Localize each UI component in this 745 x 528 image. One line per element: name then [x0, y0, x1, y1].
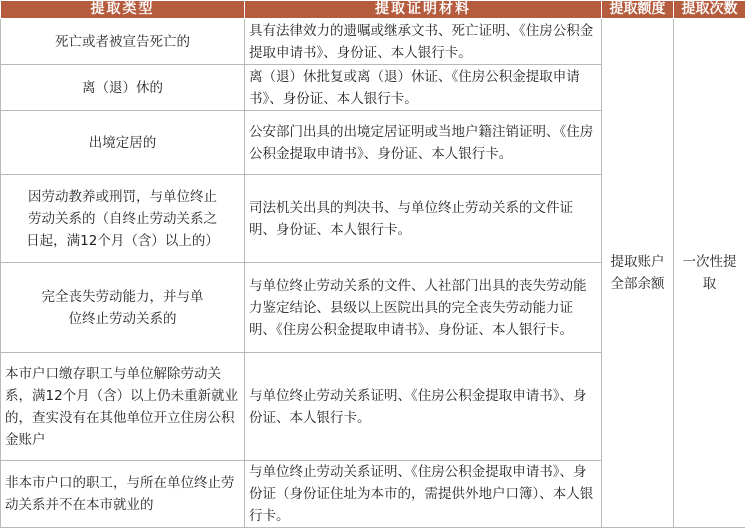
header-amount: 提取额度 [602, 1, 674, 19]
row-type: 离（退）休的 [1, 65, 245, 111]
row-type: 出境定居的 [1, 111, 245, 175]
row-type: 非本市户口的职工，与所在单位终止劳动关系并不在本市就业的 [1, 461, 245, 528]
times-cell: 一次性提取 [674, 19, 745, 528]
header-type: 提取类型 [1, 1, 245, 19]
row-type: 完全丧失劳动能力，并与单位终止劳动关系的 [1, 263, 245, 353]
row-docs: 司法机关出具的判决书、与单位终止劳动关系的文件证明、身份证、本人银行卡。 [245, 175, 602, 263]
table-row [1, 19, 745, 65]
row-docs: 离（退）休批复或离（退）休证、《住房公积金提取申请书》、身份证、本人银行卡。 [245, 65, 602, 111]
row-docs: 具有法律效力的遗嘱或继承文书、死亡证明、《住房公积金提取申请书》、身份证、本人银行卡。 [245, 19, 602, 65]
row-type: 本市户口缴存职工与单位解除劳动关系，满12个月（含）以上仍未重新就业的，查实没有在其他单位开立住房公积金账户 [1, 353, 245, 461]
row-docs: 公安部门出具的出境定居证明或当地户籍注销证明、《住房公积金提取申请书》、身份证、本人银行卡。 [245, 111, 602, 175]
header-row [1, 1, 745, 19]
row-type: 因劳动教养或刑罚，与单位终止劳动关系的（自终止劳动关系之日起，满12个月（含）以上的） [1, 175, 245, 263]
row-docs: 与单位终止劳动关系证明、《住房公积金提取申请书》、身份证（身份证住址为本市的，需提供外地户口簿）、本人银行卡。 [245, 461, 602, 528]
row-docs: 与单位终止劳动关系的文件、人社部门出具的丧失劳动能力鉴定结论、县级以上医院出具的完全丧失劳动能力证明、《住房公积金提取申请书》、身份证、本人银行卡。 [245, 263, 602, 353]
row-docs: 与单位终止劳动关系证明、《住房公积金提取申请书》、身份证、本人银行卡。 [245, 353, 602, 461]
row-type: 死亡或者被宣告死亡的 [1, 19, 245, 65]
amount-cell: 提取账户全部余额 [602, 19, 674, 528]
header-docs: 提取证明材料 [245, 1, 602, 19]
header-times: 提取次数 [674, 1, 745, 19]
